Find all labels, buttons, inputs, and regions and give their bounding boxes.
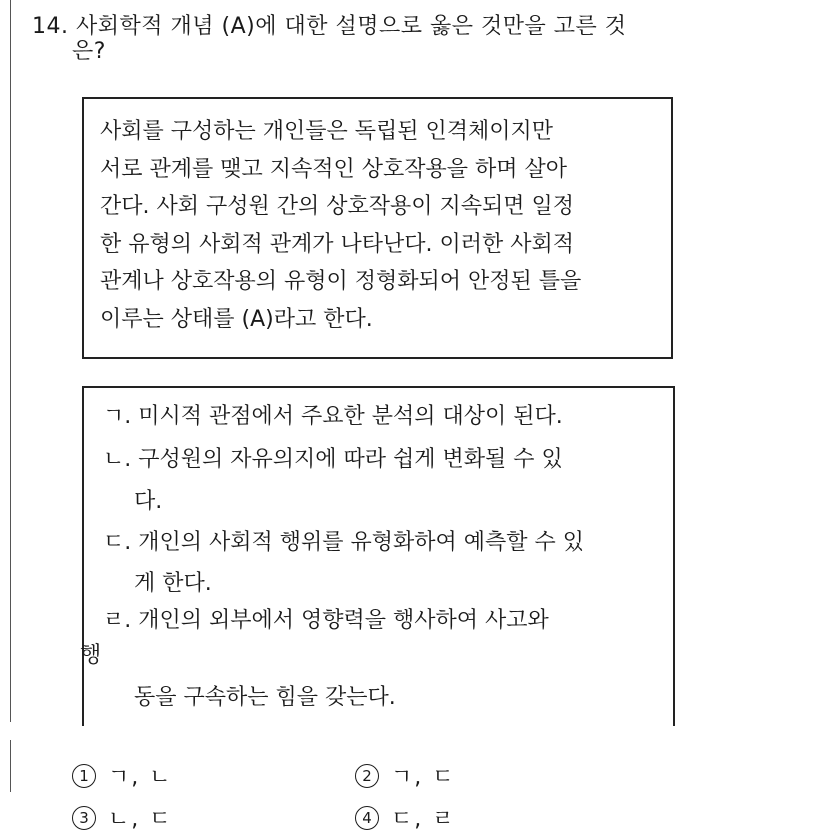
choice-text: ㄷ, ㄹ bbox=[391, 807, 456, 832]
question-number: 14. bbox=[32, 14, 69, 39]
statement-digeut-cont: 게 한다. bbox=[134, 571, 212, 596]
choice-1[interactable] bbox=[72, 760, 173, 791]
choice-text: ㄴ, ㄷ bbox=[108, 807, 173, 832]
left-margin-rule-lower bbox=[10, 740, 11, 792]
choice-4[interactable] bbox=[355, 802, 456, 833]
choice-number: 1 bbox=[72, 764, 96, 788]
statement-rieul-cont: 행 bbox=[80, 643, 102, 668]
question-text-line1: 사회학적 개념 (A)에 대한 설명으로 옳은 것만을 고른 것 bbox=[76, 14, 627, 39]
choice-text: ㄱ, ㄷ bbox=[391, 765, 456, 790]
statement-rieul-cont2: 동을 구속하는 힘을 갖는다. bbox=[134, 685, 396, 710]
statement-giyeok: ㄱ. 미시적 관점에서 주요한 분석의 대상이 된다. bbox=[103, 404, 563, 429]
statement-nieun: ㄴ. 구성원의 자유의지에 따라 쉽게 변화될 수 있 bbox=[103, 447, 563, 472]
statement-nieun-cont: 다. bbox=[134, 489, 163, 514]
choice-number: 4 bbox=[355, 806, 379, 830]
choice-text: ㄱ, ㄴ bbox=[108, 765, 173, 790]
question-text-line2: 은? bbox=[72, 39, 106, 64]
passage-line: 서로 관계를 맺고 지속적인 상호작용을 하며 살아 bbox=[100, 156, 568, 182]
question-stem bbox=[32, 14, 752, 64]
left-margin-rule bbox=[10, 0, 11, 722]
statement-digeut: ㄷ. 개인의 사회적 행위를 유형화하여 예측할 수 있 bbox=[103, 530, 584, 555]
passage-line: 이루는 상태를 (A)라고 한다. bbox=[100, 306, 373, 332]
choice-3[interactable] bbox=[72, 802, 173, 833]
choice-number: 3 bbox=[72, 806, 96, 830]
choice-number: 2 bbox=[355, 764, 379, 788]
passage-line: 간다. 사회 구성원 간의 상호작용이 지속되면 일정 bbox=[100, 194, 574, 219]
statement-rieul: ㄹ. 개인의 외부에서 영향력을 행사하여 사고와 bbox=[103, 608, 549, 633]
passage-line: 관계나 상호작용의 유형이 정형화되어 안정된 틀을 bbox=[100, 269, 582, 294]
passage-box bbox=[82, 97, 673, 359]
choice-2[interactable] bbox=[355, 760, 456, 791]
passage-line: 사회를 구성하는 개인들은 독립된 인격체이지만 bbox=[100, 119, 554, 144]
passage-line: 한 유형의 사회적 관계가 나타난다. 이러한 사회적 bbox=[100, 231, 574, 257]
statements-box bbox=[82, 386, 675, 726]
